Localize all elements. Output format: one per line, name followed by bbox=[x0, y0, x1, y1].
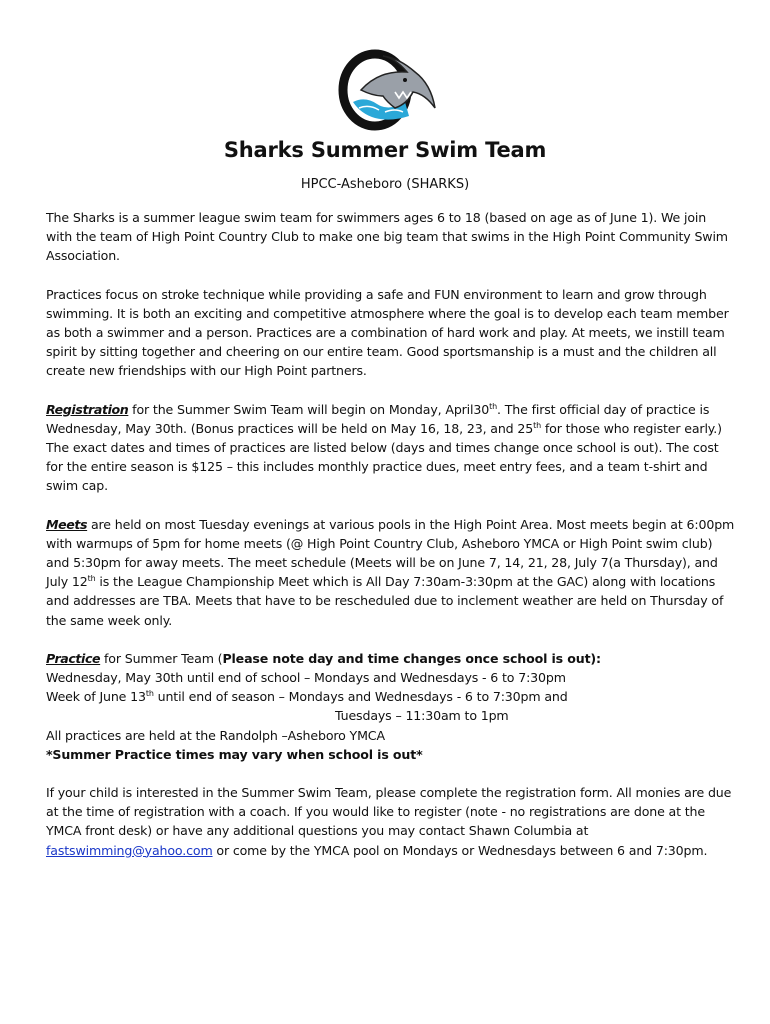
email-link[interactable]: fastswimming@yahoo.com bbox=[46, 842, 213, 858]
page-title: Sharks Summer Swim Team bbox=[223, 138, 547, 162]
practice-note: Please note day and time changes once school is out): bbox=[222, 650, 601, 666]
contact-text-2: or come by the YMCA pool on Mondays or Wednesdays between 6 and 7:30pm. bbox=[212, 842, 708, 858]
meets-paragraph bbox=[46, 515, 736, 630]
practice-line-2b: until end of season – Mondays and Wednesdays - 6 to 7:30pm and bbox=[153, 689, 568, 705]
shark-logo bbox=[335, 46, 439, 134]
meets-text-2: is the League Championship Meet which is All Day 7:30am-3:30pm at the GAC) along with locations and addresses are TBA. Meets that have to be rescheduled due to inclement weather are held on Thursday of the same week only. bbox=[46, 574, 724, 628]
practice-line-1: Wednesday, May 30th until end of school – Mondays and Wednesdays - 6 to 7:30pm bbox=[46, 670, 566, 686]
registration-paragraph bbox=[46, 400, 736, 496]
practice-header-line bbox=[46, 649, 736, 668]
practice-section bbox=[46, 649, 736, 764]
contact-paragraph bbox=[46, 783, 736, 860]
practice-line-2a: Week of June 13 bbox=[46, 689, 146, 705]
registration-sup-1: th bbox=[489, 401, 498, 411]
document-body bbox=[46, 208, 736, 879]
meets-heading: Meets bbox=[46, 516, 88, 532]
meets-text-1: are held on most Tuesday evenings at various pools in the High Point Area. Most meets begin at 6:00pm with warmups of 5pm for home meets (@ High Point Country Club, Asheboro YMCA or High Point swim club) and 5:30pm for away meets. The meet schedule (Meets will be on June 7, 14, 21, 28, July 7(a Thursday), and July 12 bbox=[46, 516, 735, 590]
intro-paragraph-2: Practices focus on stroke technique while providing a safe and FUN environment to learn and grow through swimming. It is both an exciting and competitive atmosphere where the goal is to develop each team member as both a swimmer and a person. Practices are a combination of hard work and play. At meets, we instill team spirit by sitting together and cheering on our entire team. Good sportsmanship is a must and the children all create new friendships with our High Point partners. bbox=[46, 286, 729, 379]
registration-sup-2: th bbox=[533, 420, 542, 430]
registration-heading: Registration bbox=[46, 401, 129, 417]
practice-line-2-sup: th bbox=[145, 689, 154, 699]
practice-text-1: for Summer Team ( bbox=[100, 650, 223, 666]
practice-heading: Practice bbox=[46, 650, 101, 666]
practice-line-5: *Summer Practice times may vary when school is out* bbox=[46, 746, 423, 762]
intro-paragraph-1: The Sharks is a summer league swim team for swimmers ages 6 to 18 (based on age as of June 1). We join with the team of High Point Country Club to make one big team that swims in the High Point Community Swim Association. bbox=[46, 210, 728, 264]
registration-text-1: for the Summer Swim Team will begin on Monday, April30 bbox=[128, 401, 490, 417]
meets-sup-1: th bbox=[87, 574, 96, 584]
contact-text-1: If your child is interested in the Summer Swim Team, please complete the registration form. All monies are due at the time of registration with a coach. If you would like to register (note - no registrations are done at the YMCA front desk) or have any additional questions you may contact Shawn Columbia at bbox=[46, 785, 732, 839]
page-subtitle: HPCC-Asheboro (SHARKS) bbox=[300, 177, 470, 192]
practice-line-4: All practices are held at the Randolph –Asheboro YMCA bbox=[46, 727, 385, 743]
registration-text-2: . The first official day of practice is Wednesday, May 30th. (Bonus practices will be held on May 16, 18, 23, and 25 bbox=[46, 401, 710, 436]
practice-line-2 bbox=[46, 687, 736, 706]
practice-line-3: Tuesdays – 11:30am to 1pm bbox=[335, 708, 509, 724]
registration-text-3: for those who register early.) The exact dates and times of practices are listed below (days and times change once school is out). The cost for the entire season is $125 – this includes monthly practice dues, meet entry fees, and a team t-shirt and swim cap. bbox=[46, 420, 722, 494]
